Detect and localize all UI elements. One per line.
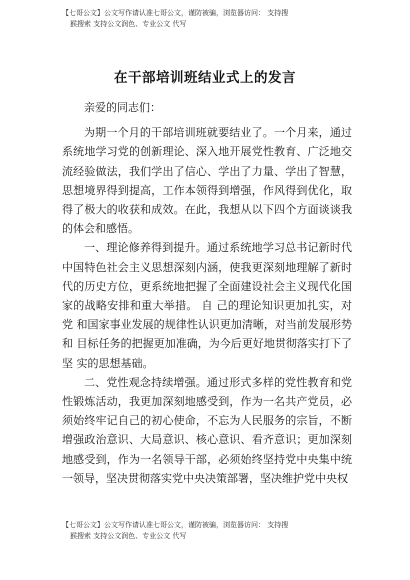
paragraph-party-spirit: 二、党性观念持续增强。通过形式多样的党性教育和党性锻炼活动，我更加深刻地感受到，作为一名共产党员，必须始终牢记自己的初心使命，不忘为人民服务的宗旨，不断增强政治意识、大局意识、核心意识、看齐意识；更加深刻地感受到，作为一名领导干部，必须始终坚持党中央集中统一领导，坚决贯彻落实党中央决策部署，坚决维护党中央权 xyxy=(62,375,352,485)
document-body xyxy=(62,98,352,488)
header-watermark-banner xyxy=(62,8,392,30)
footer-watermark-banner xyxy=(62,520,392,542)
footer-banner-line-2: 猴搜索 支持公文润色、专业公文 代写 xyxy=(70,532,187,540)
footer-banner-line-1: 【七哥公文】公文写作请认准七哥公文，谨防被骗，浏览器访问： 支持搜 xyxy=(62,521,289,529)
header-banner-line-2: 猴搜索 支持公文润色、专业公文 代写 xyxy=(70,20,187,28)
header-banner-line-1: 【七哥公文】公文写作请认准七哥公文，谨防被骗，浏览器访问： 支持搜 xyxy=(62,9,289,17)
paragraph-intro: 为期一个月的干部培训班就要结业了。一个月来，通过系统地学习党的创新理论、深入地开展党性教育、广泛地交流经验做法，我们学出了信心、学出了力量、学出了智慧，思想境界得到提高，工作本领得到增强，作风得到优化，取得了极大的收获和成效。在此，我想从以下四个方面谈谈我的体会和感悟。 xyxy=(62,126,352,236)
paragraph-theory: 一、理论修养得到提升。通过系统地学习总书记新时代中国特色社会主义思想深刻内涵，使我更深刻地理解了新时代的历史方位，更系统地把握了全面建设社会主义现代化国家的战略安排和重大举措。 自 己的理论知识更加扎实，对党 和国家事业发展的规律性认识更加清晰，对当前发展形势和 目标任务的把握更加准确，为今后更好地贯彻落实打下了坚 实的思想基础。 xyxy=(62,241,352,370)
document-title: 在干部培训班结业式上的发言 xyxy=(114,70,296,86)
salutation: 亲爱的同志们： xyxy=(84,101,161,114)
